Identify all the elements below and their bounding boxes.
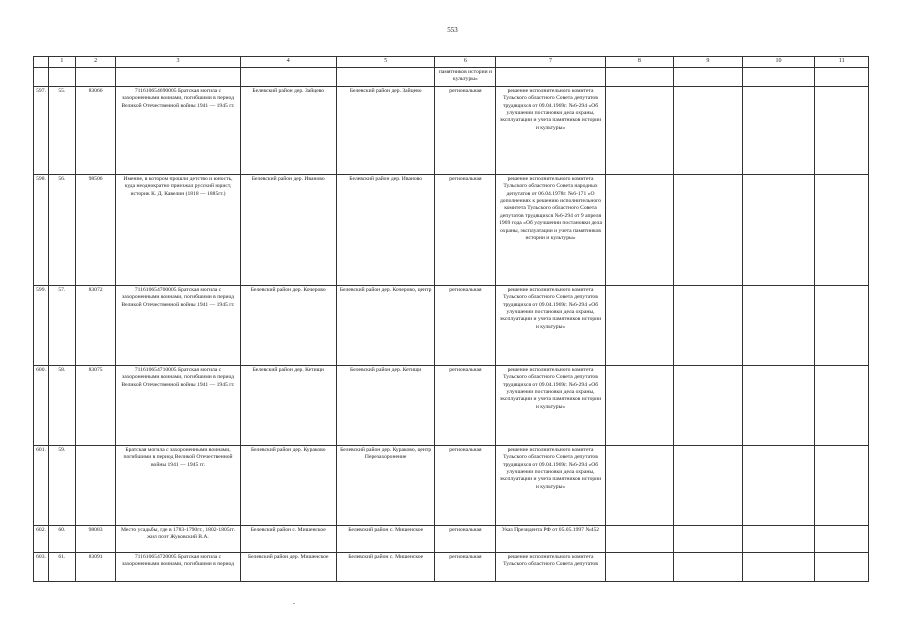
section-number-cell: 60. [48, 525, 75, 552]
row-number-cell: 599. [34, 285, 49, 365]
address-cell: Белевский район дер. Кочерово, центр [336, 285, 434, 365]
address-cell: Белевский район дер. Иваново [336, 174, 434, 285]
row-number-cell: 600. [34, 365, 49, 445]
table-row [34, 86, 869, 174]
document-cell: решение исполнительного комитета Тульского областного Совета народных депутатов от 06.04.1978г. №6-171 «О дополнениях к решению исполнительного комитета Тульского областного Совета депутатов трудящихся №6-294 от 9 апреля 1969 года «Об улучшении постановки дела охраны, эксплуатации и учета памятников истории и культуры» [496, 174, 605, 285]
category-cell: региональная [435, 174, 496, 285]
empty-cell [815, 445, 869, 525]
empty-cell [605, 67, 674, 86]
page-number: 553 [447, 26, 458, 34]
address-cell: Белевский район с. Мишенское [336, 552, 434, 581]
empty-cell [605, 365, 674, 445]
empty-cell [815, 525, 869, 552]
location-cell: Белевский район дер. Кочерово [240, 285, 336, 365]
table-row [34, 365, 869, 445]
empty-cell [605, 445, 674, 525]
location-cell: Белевский район дер. Мишенское [240, 552, 336, 581]
empty-cell [674, 285, 743, 365]
location-cell: Белевский район дер. Кетищи [240, 365, 336, 445]
empty-cell [674, 445, 743, 525]
address-cell: Белевский район дер. Кураково, центр Перезахоронение [336, 445, 434, 525]
code-cell: 83072 [75, 285, 116, 365]
location-cell: Белевский район дер. Кураково [240, 445, 336, 525]
code-cell: 83091 [75, 552, 116, 581]
table-row [34, 445, 869, 525]
row-number-cell: 601. [34, 445, 49, 525]
document-cell: решение исполнительного комитета Тульского областного Совета депутатов трудящихся от 09.04.1969г. №6-294 «Об улучшении постановки дела охраны, эксплуатации и учета памятников истории и культуры» [496, 86, 605, 174]
empty-cell [742, 285, 815, 365]
empty-cell [674, 174, 743, 285]
document-cell [496, 67, 605, 86]
empty-cell [742, 445, 815, 525]
footer-mark: - [293, 601, 295, 607]
empty-cell [674, 525, 743, 552]
column-header: 10 [742, 57, 815, 68]
empty-cell [815, 67, 869, 86]
location-cell: Белевский район с. Мишенское [240, 525, 336, 552]
empty-cell [605, 525, 674, 552]
row-number-cell: 597. [34, 86, 49, 174]
object-name-cell: 711610654720005 Братская могила с захороненными воинами, погибшими в период [116, 552, 240, 581]
column-header [34, 57, 49, 68]
location-cell: Белевский район дер. Иваново [240, 174, 336, 285]
code-cell: 83066 [75, 86, 116, 174]
object-name-cell: 711610654690005 Братская могила с захороненными воинами, погибшими в период Великой Отечественной войны 1941 — 1945 гг. [116, 86, 240, 174]
row-number-cell: 603. [34, 552, 49, 581]
document-cell: решение исполнительного комитета Тульского областного Совета депутатов [496, 552, 605, 581]
empty-cell [815, 86, 869, 174]
column-header: 11 [815, 57, 869, 68]
empty-cell [742, 174, 815, 285]
location-cell [240, 67, 336, 86]
empty-cell [742, 552, 815, 581]
empty-cell [674, 365, 743, 445]
code-cell [75, 445, 116, 525]
category-cell: региональная [435, 365, 496, 445]
empty-cell [674, 552, 743, 581]
address-cell [336, 67, 434, 86]
row-number-cell: 602. [34, 525, 49, 552]
header-row [34, 57, 869, 68]
document-cell: решение исполнительного комитета Тульского областного Совета депутатов трудящихся от 09.04.1969г. №6-294 «Об улучшении постановки дела охраны, эксплуатации и учета памятников истории и культуры» [496, 445, 605, 525]
code-cell [75, 67, 116, 86]
section-number-cell: 55. [48, 86, 75, 174]
empty-cell [605, 86, 674, 174]
empty-cell [815, 285, 869, 365]
row-number-cell [34, 67, 49, 86]
column-header: 5 [336, 57, 434, 68]
code-cell: 98083 [75, 525, 116, 552]
code-cell: 83075 [75, 365, 116, 445]
column-header: 2 [75, 57, 116, 68]
section-number-cell: 56. [48, 174, 75, 285]
column-header: 1 [48, 57, 75, 68]
object-name-cell: Имение, в котором прошли детство и юность, куда неоднократно приезжал русский юрист, историк К. Д. Кавелин (1818 — 1885гг.) [116, 174, 240, 285]
table-row [34, 67, 869, 86]
empty-cell [742, 67, 815, 86]
section-number-cell: 61. [48, 552, 75, 581]
category-cell: региональная [435, 525, 496, 552]
category-cell: памятников истории и культуры» [435, 67, 496, 86]
table-row [34, 552, 869, 581]
empty-cell [674, 67, 743, 86]
section-number-cell: 57. [48, 285, 75, 365]
object-name-cell: Братская могила с захороненными воинами, погибшими в период Великой Отечественной войны 1941 — 1945 гг. [116, 445, 240, 525]
column-header: 6 [435, 57, 496, 68]
empty-cell [815, 174, 869, 285]
address-cell: Белевский район с. Мишенское [336, 525, 434, 552]
address-cell: Белевский район дер. Кетищи [336, 365, 434, 445]
column-header: 8 [605, 57, 674, 68]
category-cell: региональная [435, 86, 496, 174]
column-header: 7 [496, 57, 605, 68]
category-cell: региональная [435, 445, 496, 525]
row-number-cell: 598. [34, 174, 49, 285]
column-header: 9 [674, 57, 743, 68]
monuments-registry-table [33, 56, 869, 582]
category-cell: региональная [435, 552, 496, 581]
document-cell: решение исполнительного комитета Тульского областного Совета депутатов трудящихся от 09.04.1969г. №6-294 «Об улучшении постановки дела охраны, эксплуатации и учета памятников истории и культуры» [496, 365, 605, 445]
empty-cell [742, 365, 815, 445]
code-cell: 98506 [75, 174, 116, 285]
empty-cell [605, 285, 674, 365]
location-cell: Белевский район дер. Зайцево [240, 86, 336, 174]
address-cell: Белевский район дер. Зайцево [336, 86, 434, 174]
object-name-cell: 711610654710005 Братская могила с захороненными воинами, погибшими в период Великой Отечественной войны 1941 — 1945 гг. [116, 365, 240, 445]
table-row [34, 174, 869, 285]
table-row [34, 525, 869, 552]
document-cell: Указ Президента РФ от 05.05.1997 №452 [496, 525, 605, 552]
document-cell: решение исполнительного комитета Тульского областного Совета депутатов трудящихся от 09.04.1969г. №6-294 «Об улучшении постановки дела охраны, эксплуатации и учета памятников истории и культуры» [496, 285, 605, 365]
empty-cell [742, 525, 815, 552]
empty-cell [674, 86, 743, 174]
column-header: 4 [240, 57, 336, 68]
empty-cell [605, 552, 674, 581]
empty-cell [815, 365, 869, 445]
object-name-cell: Место усадьбы, где в 1783-1790гг., 1802-1805гг. жил поэт Жуковский В.А. [116, 525, 240, 552]
section-number-cell: 58. [48, 365, 75, 445]
empty-cell [742, 86, 815, 174]
object-name-cell: 711610654700005 Братская могила с захороненными воинами, погибшими в период Великой Отечественной войны 1941 — 1945 гг. [116, 285, 240, 365]
category-cell: региональная [435, 285, 496, 365]
object-name-cell [116, 67, 240, 86]
empty-cell [605, 174, 674, 285]
empty-cell [815, 552, 869, 581]
section-number-cell: 59. [48, 445, 75, 525]
column-header: 3 [116, 57, 240, 68]
section-number-cell [48, 67, 75, 86]
table-row [34, 285, 869, 365]
